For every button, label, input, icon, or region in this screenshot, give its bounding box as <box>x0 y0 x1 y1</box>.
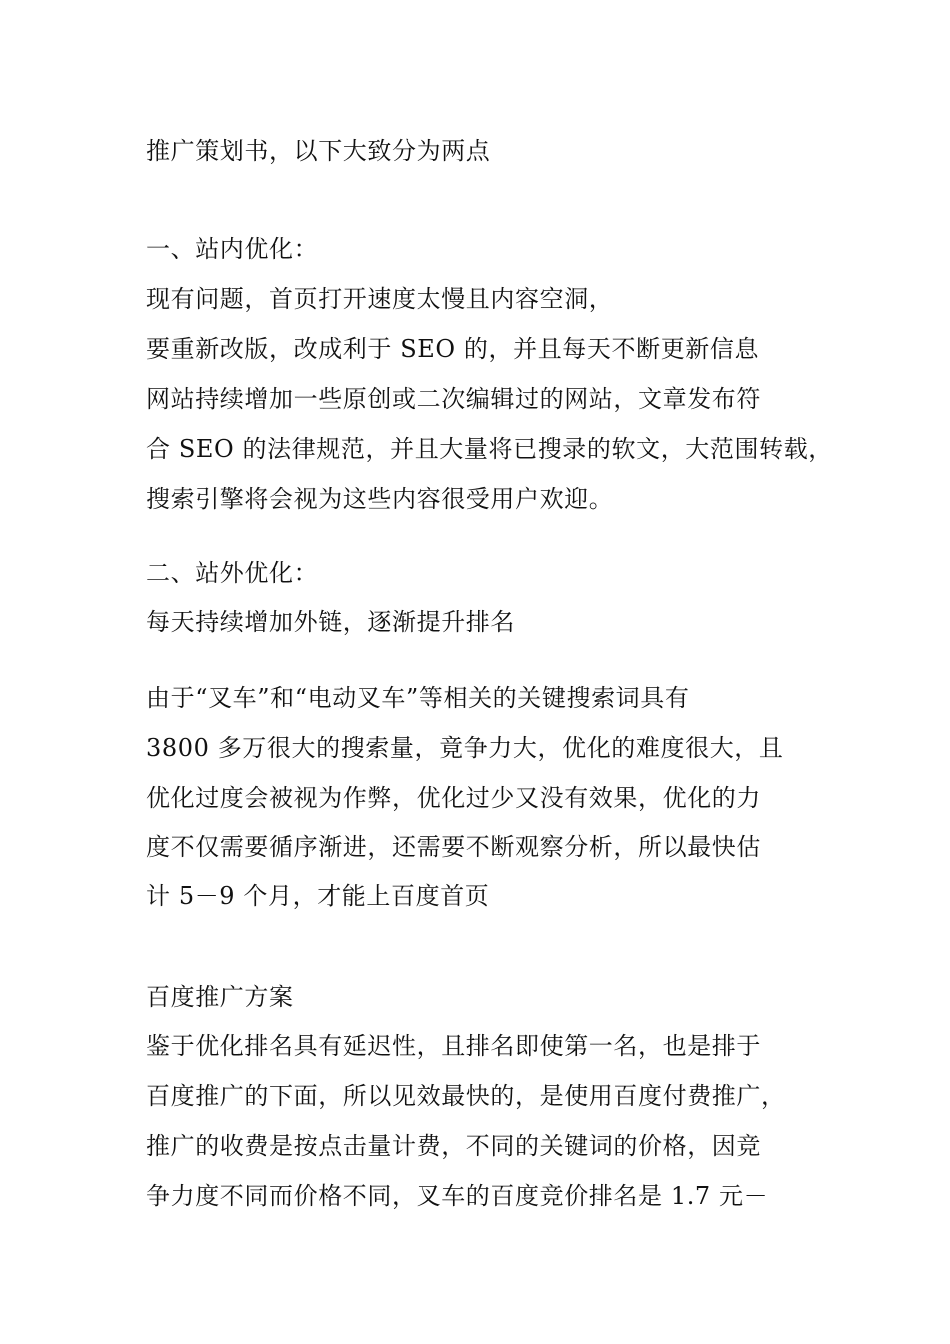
paragraph-line: 鉴于优化排名具有延迟性，且排名即使第一名，也是排于 <box>146 1032 761 1060</box>
section-heading-baidu: 百度推广方案 <box>146 983 294 1011</box>
paragraph-line: 网站持续增加一些原创或二次编辑过的网站，文章发布符 <box>146 385 761 413</box>
document-title: 推广策划书，以下大致分为两点 <box>146 137 491 165</box>
paragraph-line: 现有问题，首页打开速度太慢且内容空洞， <box>146 285 614 313</box>
section-heading-offsite: 二、站外优化： <box>146 559 319 587</box>
paragraph-line: 搜索引擎将会视为这些内容很受用户欢迎。 <box>146 485 614 513</box>
paragraph-line: 由于“叉车”和“电动叉车”等相关的关键搜索词具有 <box>146 684 690 712</box>
paragraph-line: 每天持续增加外链，逐渐提升排名 <box>146 608 515 636</box>
paragraph-line: 计 5－9 个月，才能上百度首页 <box>146 882 490 910</box>
paragraph-line: 要重新改版，改成利于 SEO 的，并且每天不断更新信息 <box>146 335 760 363</box>
paragraph-line: 争力度不同而价格不同，叉车的百度竞价排名是 1.7 元－ <box>146 1182 769 1210</box>
paragraph-line: 3800 多万很大的搜索量，竟争力大，优化的难度很大，且 <box>146 734 784 762</box>
paragraph-line: 度不仅需要循序渐进，还需要不断观察分析，所以最快估 <box>146 833 761 861</box>
paragraph-line: 百度推广的下面，所以见效最快的，是使用百度付费推广， <box>146 1082 786 1110</box>
paragraph-line: 优化过度会被视为作弊，优化过少又没有效果，优化的力 <box>146 784 761 812</box>
paragraph-line: 推广的收费是按点击量计费，不同的关键词的价格，因竞 <box>146 1132 761 1160</box>
paragraph-line: 合 SEO 的法律规范，并且大量将已搜录的软文，大范围转载， <box>146 435 833 463</box>
section-heading-onsite: 一、站内优化： <box>146 235 319 263</box>
